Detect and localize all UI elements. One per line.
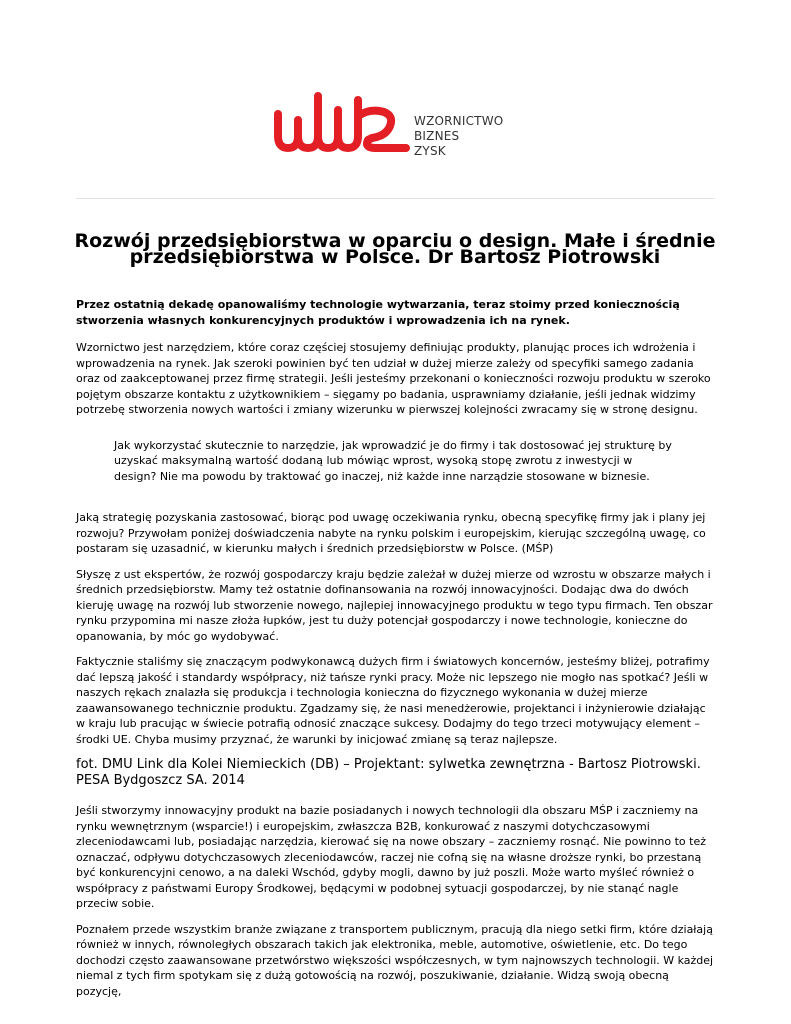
logo-line-2: BIZNES	[414, 129, 460, 143]
article-lead: Przez ostatnią dekadę opanowaliśmy technologie wytwarzania, teraz stoimy przed koniecznością stworzenia własnych konkurencyjnych produktów i wprowadzenia ich na rynek.	[76, 298, 680, 327]
paragraph-4: Faktycznie staliśmy się znaczącym podwykonawcą dużych firm i światowych koncernów, jesteśmy bliżej, potrafimy dać lepszą jakość i standardy współpracy, niż tańsze rynki pracy. Może nic lepszego nie mogło nas spotkać? Jeśli w naszych rękach znalazła się produkcja i technologia konieczna do fizycznego wykonania w dużej mierze zaawansowanego technicznie produktu. Zgadzamy się, że nasi menedżerowie, projektanci i inżynierowie działając w kraju lub pracując w świecie potrafią odnosić znaczące sukcesy. Dodajmy do tego trzeci motywujący element – środki UE. Chyba musimy przyznać, że warunki by inicjować zmianę są teraz najlepsze.	[76, 655, 710, 746]
paragraph-2: Jaką strategię pozyskania zastosować, biorąc pod uwagę oczekiwania rynku, obecną specyfikę firmy jak i plany jej rozwoju? Przywołam poniżej doświadczenia nabyte na rynku polskim i europejskim, kierując szczególną uwagę, co postaram się uzasadnić, w kierunku małych i średnich przedsiębiorstw w Polsce. (MŚP)	[76, 511, 706, 555]
header-divider	[76, 198, 715, 199]
logo[interactable]	[272, 86, 532, 158]
photo-caption: fot. DMU Link dla Kolei Niemieckich (DB) – Projektant: sylwetka zewnętrzna - Bartosz Piotrowski. PESA Bydgoszcz SA. 2014	[76, 757, 701, 788]
paragraph-5: Jeśli stworzymy innowacyjny produkt na bazie posiadanych i nowych technologii dla obszaru MŚP i zaczniemy na rynku wewnętrznym (wsparcie!) i europejskim, zwłaszcza B2B, konkurować z naszymi dotychczasowymi zleceniodawcami lub, posiadając narzędzia, kierować się na nowe obszary – zaczniemy rosnąć. Nie powinno to też oznaczać, odpływu dotychczasowych zleceniodawców, raczej nie cofną się na własne droższe rynki, bo przestaną być konkurencyjni cenowo, a na daleki Wschód, gdyby mogli, dawno by już poszli. Może warto myśleć również o współpracy z państwami Europy Środkowej, będącymi w podobnej sytuacji gospodarczej, by nie stanąć nagle przeciw sobie.	[76, 804, 706, 910]
article-title: Rozwój przedsiębiorstwa w oparciu o design. Małe i średnie przedsiębiorstwa w Polsce. Dr Bartosz Piotrowski	[74, 230, 716, 268]
logo-text	[414, 114, 503, 159]
block-quote: Jak wykorzystać skutecznie to narzędzie, jak wprowadzić je do firmy i tak dostosować jej strukturę by uzyskać maksymalną wartość dodaną lub mówiąc wprost, wysoką stopę zwrotu z inwestycji w design? Nie ma powodu by traktować go inaczej, niż każde inne narządzie stosowane w biznesie.	[114, 438, 672, 483]
paragraph-3: Słyszę z ust ekspertów, że rozwój gospodarczy kraju będzie zależał w dużej mierze od wzrostu w obszarze małych i średnich przedsiębiorstw. Mamy też ostatnie dofinansowania na rozwój innowacyjności. Dodając dwa do dwóch kieruję uwagę na rozwój lub stworzenie nowego, najlepiej innowacyjnego produktu w tego typu firmach. Ten obszar rynku przypomina mi nasze złoża łupków, jest tu duży potencjał gospodarczy i nowe technologie, konieczne do opanowania, by móc go wydobywać.	[76, 567, 713, 643]
paragraph-6: Poznałem przede wszystkim branże związane z transportem publicznym, pracują dla niego setki firm, które działają również w innych, równoległych obszarach takich jak elektronika, meble, automotive, oświetlenie, etc. Do tego dochodzi często zaawansowane przetwórstwo większości współczesnych, w tym najnowszych technologii. W każdej niemal z tych firm spotykam się z dużą gotowością na rozwój, poszukiwanie, działanie. Widzą swoją obecną pozycję,	[76, 922, 714, 998]
logo-line-3: ZYSK	[414, 144, 446, 158]
logo-line-1: WZORNICTWO	[414, 114, 504, 128]
paragraph-1: Wzornictwo jest narzędziem, które coraz częściej stosujemy definiując produkty, planując proces ich wdrożenia i wprowadzenia na rynek. Jak szeroki powinien być ten udział w dużej mierze zależy od specyfiki samego zadania oraz od zaakceptowanej przez firmę strategii. Jeśli jesteśmy przekonani o konieczności rozwoju produktu w szeroko pojętym obszarze kontaktu z użytkownikiem – sięgamy po badania, usprawniamy działanie, jeśli jednak widzimy potrzebę stworzenia nowych wartości i zmiany wizerunku w pierwszej kolejności zwracamy się w stronę designu.	[76, 341, 711, 416]
wbz-logo-mark-icon	[272, 86, 412, 158]
article-body	[76, 297, 716, 1009]
